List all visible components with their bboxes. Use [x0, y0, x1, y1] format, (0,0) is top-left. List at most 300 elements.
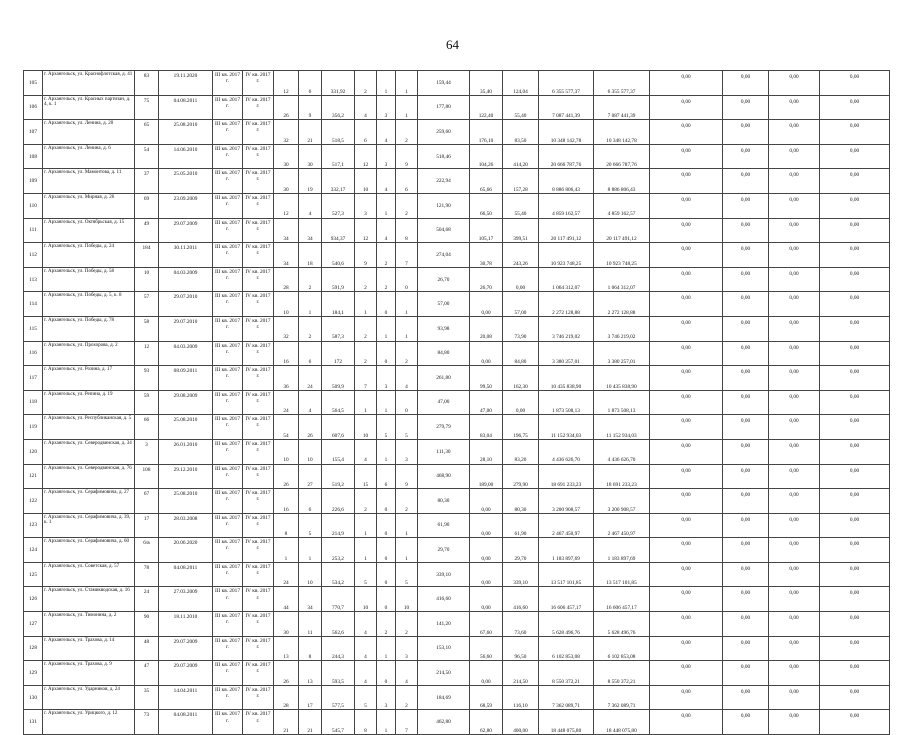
cell-address: г. Архангельск, ул. Трахова, д. 9 — [43, 661, 135, 686]
cell-zero-2: 0,00 — [723, 685, 769, 710]
cell-zero-1: 0,00 — [650, 243, 723, 268]
cell-zero-2: 0,00 — [723, 218, 769, 243]
cell-flats-count: 21 — [299, 120, 322, 145]
cell-units-private: 4 — [396, 661, 418, 686]
cell-units-private: 1 — [396, 292, 418, 317]
cell-total-area: 155,4 — [322, 439, 355, 464]
cell-units-municipal: 3 — [377, 366, 396, 391]
cell-area-municipal: 0,00 — [470, 341, 503, 366]
cell-zero-2: 0,00 — [723, 316, 769, 341]
cell-document-number: 35 — [135, 685, 159, 710]
cell-planned-end: IV кв. 2017 г. — [243, 120, 274, 145]
cell-document-number: 93 — [135, 366, 159, 391]
cell-relocation-area: 61,90 — [418, 513, 470, 538]
table-row — [24, 685, 890, 710]
cell-zero-3: 0,00 — [769, 415, 820, 440]
cell-zero-1: 0,00 — [650, 636, 723, 661]
cell-document-date: 04.03.2009 — [159, 341, 213, 366]
cell-total-area: 253,2 — [322, 538, 355, 563]
cell-planned-start: III кв. 2017 г. — [213, 366, 243, 391]
cell-zero-3: 0,00 — [769, 636, 820, 661]
cell-cost-fund: 20 666 787,76 — [594, 144, 650, 169]
cell-flats-count: 2 — [299, 316, 322, 341]
cell-units-count: 10 — [355, 415, 377, 440]
page-number: 64 — [446, 37, 459, 52]
cell-cost-total: 1 873 508,13 — [539, 390, 594, 415]
cell-relocation-area: 84,80 — [418, 341, 470, 366]
cell-zero-4: 0,00 — [820, 562, 890, 587]
cell-relocation-area: 47,00 — [418, 390, 470, 415]
table-row — [24, 243, 890, 268]
cell-flats-count: 19 — [299, 169, 322, 194]
cell-document-number: 49 — [135, 218, 159, 243]
cell-zero-3: 0,00 — [769, 169, 820, 194]
cell-zero-4: 0,00 — [820, 267, 890, 292]
cell-zero-1: 0,00 — [650, 193, 723, 218]
cell-zero-1: 0,00 — [650, 267, 723, 292]
cell-document-number: 48 — [135, 636, 159, 661]
cell-planned-start: III кв. 2017 г. — [213, 341, 243, 366]
cell-document-date: 29.07.2010 — [159, 292, 213, 317]
cell-area-private: 84,80 — [503, 341, 539, 366]
cell-units-municipal: 1 — [377, 71, 396, 96]
cell-planned-start: III кв. 2017 г. — [213, 661, 243, 686]
cell-relocation-area: 80,30 — [418, 489, 470, 514]
cell-units-count: 5 — [355, 685, 377, 710]
cell-units-count: 2 — [355, 71, 377, 96]
cell-cost-fund: 3 380 257,01 — [594, 341, 650, 366]
cell-cost-total: 13 517 101,85 — [539, 562, 594, 587]
cell-zero-3: 0,00 — [769, 390, 820, 415]
cell-cost-fund: 8 886 806,43 — [594, 169, 650, 194]
cell-row-number: 115 — [24, 316, 43, 341]
cell-planned-end: IV кв. 2017 г. — [243, 685, 274, 710]
cell-cost-total: 3 200 908,57 — [539, 489, 594, 514]
cell-document-number: 75 — [135, 95, 159, 120]
cell-relocation-area: 279,79 — [418, 415, 470, 440]
cell-planned-start: III кв. 2017 г. — [213, 169, 243, 194]
cell-address: г. Архангельск, ул. Серафимовича, д. 39, к. 1 — [43, 513, 135, 538]
cell-planned-end: IV кв. 2017 г. — [243, 243, 274, 268]
cell-zero-4: 0,00 — [820, 169, 890, 194]
cell-address: г. Архангельск, ул. Ударников, д. 24 — [43, 685, 135, 710]
cell-units-municipal: 4 — [377, 120, 396, 145]
cell-document-number: 59 — [135, 390, 159, 415]
cell-zero-4: 0,00 — [820, 415, 890, 440]
cell-cost-total: 4 859 162,57 — [539, 193, 594, 218]
cell-zero-2: 0,00 — [723, 464, 769, 489]
cell-zero-3: 0,00 — [769, 685, 820, 710]
cell-area-private: 0,00 — [503, 390, 539, 415]
cell-relocation-area: 518,46 — [418, 144, 470, 169]
cell-flats-count: 24 — [299, 366, 322, 391]
cell-residents-count: 54 — [274, 415, 299, 440]
cell-document-number: 47 — [135, 661, 159, 686]
cell-address: г. Архангельск, ул. Победы, д. 5, к. 8 — [43, 292, 135, 317]
cell-document-date: 28.03.2008 — [159, 513, 213, 538]
cell-area-private: 214,50 — [503, 661, 539, 686]
cell-area-municipal: 62,80 — [470, 710, 503, 735]
cell-zero-1: 0,00 — [650, 218, 723, 243]
cell-planned-end: IV кв. 2017 г. — [243, 489, 274, 514]
cell-row-number: 105 — [24, 71, 43, 96]
cell-relocation-area: 462,80 — [418, 710, 470, 735]
cell-relocation-area: 261,80 — [418, 366, 470, 391]
cell-residents-count: 8 — [274, 513, 299, 538]
cell-area-private: 400,00 — [503, 710, 539, 735]
cell-area-municipal: 67,60 — [470, 612, 503, 637]
cell-zero-3: 0,00 — [769, 464, 820, 489]
cell-residents-count: 26 — [274, 95, 299, 120]
cell-document-date: 29.07.2009 — [159, 636, 213, 661]
cell-units-municipal: 4 — [377, 169, 396, 194]
cell-row-number: 111 — [24, 218, 43, 243]
cell-zero-1: 0,00 — [650, 562, 723, 587]
cell-address: г. Архангельск, ул. Республиканская, д. 5 — [43, 415, 135, 440]
cell-planned-end: IV кв. 2017 г. — [243, 341, 274, 366]
cell-total-area: 591,9 — [322, 267, 355, 292]
cell-total-area: 331,92 — [322, 71, 355, 96]
cell-cost-fund: 2 467 450,97 — [594, 513, 650, 538]
cell-area-municipal: 56,60 — [470, 636, 503, 661]
cell-zero-3: 0,00 — [769, 267, 820, 292]
cell-address: г. Архангельск, ул. Победы, д. 78 — [43, 316, 135, 341]
cell-planned-end: IV кв. 2017 г. — [243, 71, 274, 96]
cell-row-number: 121 — [24, 464, 43, 489]
cell-address: г. Архангельск, ул. Северодвинская, д. 76 — [43, 464, 135, 489]
cell-address: г. Архангельск, ул. Советская, д. 57 — [43, 562, 135, 587]
cell-cost-fund: 1 183 897,69 — [594, 538, 650, 563]
cell-units-municipal: 6 — [377, 464, 396, 489]
cell-zero-4: 0,00 — [820, 587, 890, 612]
cell-units-private: 2 — [396, 193, 418, 218]
cell-area-private: 196,75 — [503, 415, 539, 440]
cell-units-count: 2 — [355, 489, 377, 514]
cell-units-count: 4 — [355, 661, 377, 686]
cell-zero-2: 0,00 — [723, 169, 769, 194]
cell-planned-end: IV кв. 2017 г. — [243, 636, 274, 661]
cell-row-number: 125 — [24, 562, 43, 587]
cell-total-area: 214,9 — [322, 513, 355, 538]
cell-planned-end: IV кв. 2017 г. — [243, 513, 274, 538]
cell-zero-1: 0,00 — [650, 587, 723, 612]
cell-planned-end: IV кв. 2017 г. — [243, 439, 274, 464]
cell-total-area: 226,6 — [322, 489, 355, 514]
cell-row-number: 119 — [24, 415, 43, 440]
cell-area-private: 0,00 — [503, 267, 539, 292]
cell-document-number: 69 — [135, 193, 159, 218]
cell-zero-4: 0,00 — [820, 218, 890, 243]
cell-row-number: 108 — [24, 144, 43, 169]
cell-zero-1: 0,00 — [650, 415, 723, 440]
cell-area-private: 243,26 — [503, 243, 539, 268]
cell-row-number: 112 — [24, 243, 43, 268]
cell-flats-count: 8 — [299, 636, 322, 661]
cell-units-municipal: 3 — [377, 95, 396, 120]
cell-cost-total: 20 117 491,12 — [539, 218, 594, 243]
cell-total-area: 577,5 — [322, 685, 355, 710]
cell-cost-fund: 1 064 312,07 — [594, 267, 650, 292]
cell-area-private: 83,50 — [503, 120, 539, 145]
cell-zero-2: 0,00 — [723, 120, 769, 145]
cell-units-municipal: 1 — [377, 439, 396, 464]
cell-units-municipal: 0 — [377, 341, 396, 366]
cell-flats-count: 11 — [299, 612, 322, 637]
cell-area-municipal: 35,40 — [470, 71, 503, 96]
table-row — [24, 415, 890, 440]
cell-units-count: 5 — [355, 562, 377, 587]
cell-cost-total: 6 355 577,37 — [539, 71, 594, 96]
cell-planned-start: III кв. 2017 г. — [213, 562, 243, 587]
cell-units-count: 10 — [355, 587, 377, 612]
cell-cost-total: 3 380 257,01 — [539, 341, 594, 366]
cell-address: г. Архангельск, ул. Тимонина, д. 2 — [43, 612, 135, 637]
cell-cost-fund: 10 435 838,90 — [594, 366, 650, 391]
cell-units-count: 9 — [355, 243, 377, 268]
cell-units-count: 1 — [355, 292, 377, 317]
cell-document-date: 30.11.2011 — [159, 243, 213, 268]
cell-relocation-area: 29,70 — [418, 538, 470, 563]
cell-units-private: 9 — [396, 464, 418, 489]
cell-row-number: 130 — [24, 685, 43, 710]
cell-units-count: 4 — [355, 612, 377, 637]
cell-residents-count: 13 — [274, 636, 299, 661]
cell-planned-start: III кв. 2017 г. — [213, 218, 243, 243]
cell-document-number: 17 — [135, 513, 159, 538]
cell-units-municipal: 1 — [377, 193, 396, 218]
cell-units-municipal: 3 — [377, 144, 396, 169]
cell-zero-4: 0,00 — [820, 661, 890, 686]
cell-planned-start: III кв. 2017 г. — [213, 587, 243, 612]
cell-row-number: 127 — [24, 612, 43, 637]
cell-planned-start: III кв. 2017 г. — [213, 95, 243, 120]
cell-units-private: 6 — [396, 169, 418, 194]
cell-document-date: 25.08.2010 — [159, 489, 213, 514]
cell-relocation-area: 259,60 — [418, 120, 470, 145]
cell-area-private: 73,90 — [503, 316, 539, 341]
cell-relocation-area: 111,30 — [418, 439, 470, 464]
cell-zero-1: 0,00 — [650, 144, 723, 169]
cell-address: г. Архангельск, ул. Северодвинская, д. 34 — [43, 439, 135, 464]
cell-zero-3: 0,00 — [769, 316, 820, 341]
cell-units-private: 7 — [396, 243, 418, 268]
cell-units-private: 1 — [396, 316, 418, 341]
cell-residents-count: 30 — [274, 612, 299, 637]
cell-zero-1: 0,00 — [650, 710, 723, 735]
cell-address: г. Архангельск, ул. Победы, д. 24 — [43, 243, 135, 268]
cell-address: г. Архангельск, ул. Урицкого, д. 12 — [43, 710, 135, 735]
cell-units-count: 3 — [355, 193, 377, 218]
cell-zero-3: 0,00 — [769, 95, 820, 120]
cell-total-area: 545,7 — [322, 710, 355, 735]
cell-cost-total: 16 606 457,17 — [539, 587, 594, 612]
cell-units-count: 7 — [355, 366, 377, 391]
cell-address: г. Архангельск, ул. Серафимовича, д. 27 — [43, 489, 135, 514]
cell-area-municipal: 122,40 — [470, 95, 503, 120]
cell-address: г. Архангельск, ул. Репина, д. 19 — [43, 390, 135, 415]
cell-total-area: 356,2 — [322, 95, 355, 120]
cell-planned-end: IV кв. 2017 г. — [243, 661, 274, 686]
cell-cost-total: 6 102 853,08 — [539, 636, 594, 661]
cell-total-area: 770,7 — [322, 587, 355, 612]
table-row — [24, 489, 890, 514]
cell-planned-start: III кв. 2017 г. — [213, 193, 243, 218]
table-row — [24, 390, 890, 415]
cell-residents-count: 24 — [274, 562, 299, 587]
cell-zero-2: 0,00 — [723, 710, 769, 735]
cell-document-number: 83 — [135, 71, 159, 96]
cell-units-private: 0 — [396, 267, 418, 292]
cell-zero-4: 0,00 — [820, 390, 890, 415]
cell-document-date: 19.11.2020 — [159, 71, 213, 96]
cell-row-number: 107 — [24, 120, 43, 145]
cell-cost-total: 1 064 312,07 — [539, 267, 594, 292]
cell-total-area: 518,5 — [322, 120, 355, 145]
cell-planned-start: III кв. 2017 г. — [213, 243, 243, 268]
cell-units-count: 4 — [355, 636, 377, 661]
cell-zero-3: 0,00 — [769, 366, 820, 391]
cell-relocation-area: 93,98 — [418, 316, 470, 341]
cell-cost-total: 10 348 142,78 — [539, 120, 594, 145]
cell-total-area: 519,2 — [322, 464, 355, 489]
cell-zero-3: 0,00 — [769, 439, 820, 464]
cell-area-municipal: 30,78 — [470, 243, 503, 268]
cell-zero-3: 0,00 — [769, 710, 820, 735]
cell-document-number: 73 — [135, 710, 159, 735]
cell-units-count: 2 — [355, 341, 377, 366]
table-row — [24, 464, 890, 489]
cell-cost-total: 8 886 806,43 — [539, 169, 594, 194]
cell-planned-start: III кв. 2017 г. — [213, 538, 243, 563]
cell-document-number: 37 — [135, 169, 159, 194]
cell-planned-start: III кв. 2017 г. — [213, 144, 243, 169]
cell-units-count: 1 — [355, 513, 377, 538]
cell-area-private: 73,60 — [503, 612, 539, 637]
cell-row-number: 124 — [24, 538, 43, 563]
cell-zero-1: 0,00 — [650, 390, 723, 415]
cell-zero-2: 0,00 — [723, 612, 769, 637]
cell-total-area: 534,2 — [322, 562, 355, 587]
cell-document-number: 65 — [135, 120, 159, 145]
cell-row-number: 113 — [24, 267, 43, 292]
cell-cost-total: 10 435 838,90 — [539, 366, 594, 391]
cell-total-area: 332,17 — [322, 169, 355, 194]
table-row — [24, 267, 890, 292]
cell-area-private: 339,10 — [503, 562, 539, 587]
cell-zero-1: 0,00 — [650, 513, 723, 538]
cell-cost-fund: 6 102 853,08 — [594, 636, 650, 661]
cell-flats-count: 4 — [299, 390, 322, 415]
cell-zero-3: 0,00 — [769, 144, 820, 169]
cell-planned-end: IV кв. 2017 г. — [243, 562, 274, 587]
cell-address: г. Архангельск, ул. Октябрьская, д. 15 — [43, 218, 135, 243]
cell-cost-fund: 20 117 491,12 — [594, 218, 650, 243]
cell-units-private: 10 — [396, 587, 418, 612]
cell-area-private: 416,60 — [503, 587, 539, 612]
cell-cost-fund: 7 087 441,39 — [594, 95, 650, 120]
cell-address: г. Архангельск, ул. Красных партизан, д. 4, к. 1 — [43, 95, 135, 120]
cell-zero-4: 0,00 — [820, 144, 890, 169]
cell-flats-count: 5 — [299, 513, 322, 538]
cell-residents-count: 30 — [274, 144, 299, 169]
cell-units-municipal: 2 — [377, 243, 396, 268]
cell-total-area: 184,1 — [322, 292, 355, 317]
cell-area-municipal: 105,17 — [470, 218, 503, 243]
cell-planned-end: IV кв. 2017 г. — [243, 218, 274, 243]
cell-cost-fund: 10 923 748,25 — [594, 243, 650, 268]
cell-total-area: 562,6 — [322, 612, 355, 637]
cell-units-municipal: 0 — [377, 292, 396, 317]
cell-area-private: 157,28 — [503, 169, 539, 194]
cell-document-date: 25.08.2010 — [159, 415, 213, 440]
cell-zero-4: 0,00 — [820, 341, 890, 366]
cell-zero-3: 0,00 — [769, 612, 820, 637]
cell-cost-fund: 18 691 233,23 — [594, 464, 650, 489]
cell-area-private: 61,90 — [503, 513, 539, 538]
cell-document-date: 27.03.2009 — [159, 587, 213, 612]
cell-address: г. Архангельск, ул. Мирная, д. 26 — [43, 193, 135, 218]
cell-zero-3: 0,00 — [769, 71, 820, 96]
cell-units-municipal: 3 — [377, 685, 396, 710]
cell-zero-4: 0,00 — [820, 193, 890, 218]
cell-zero-2: 0,00 — [723, 562, 769, 587]
cell-document-date: 29.07.2010 — [159, 316, 213, 341]
cell-zero-2: 0,00 — [723, 587, 769, 612]
cell-zero-2: 0,00 — [723, 513, 769, 538]
table-row — [24, 120, 890, 145]
cell-zero-1: 0,00 — [650, 120, 723, 145]
cell-units-count: 6 — [355, 120, 377, 145]
cell-zero-3: 0,00 — [769, 193, 820, 218]
cell-flats-count: 27 — [299, 464, 322, 489]
cell-planned-end: IV кв. 2017 г. — [243, 390, 274, 415]
cell-units-private: 2 — [396, 489, 418, 514]
cell-zero-2: 0,00 — [723, 243, 769, 268]
cell-total-area: 527,3 — [322, 193, 355, 218]
cell-cost-total: 7 087 441,39 — [539, 95, 594, 120]
cell-planned-end: IV кв. 2017 г. — [243, 316, 274, 341]
cell-planned-start: III кв. 2017 г. — [213, 267, 243, 292]
cell-flats-count: 4 — [299, 193, 322, 218]
cell-relocation-area: 468,90 — [418, 464, 470, 489]
cell-zero-4: 0,00 — [820, 464, 890, 489]
table-row — [24, 439, 890, 464]
cell-planned-start: III кв. 2017 г. — [213, 513, 243, 538]
cell-units-municipal: 5 — [377, 415, 396, 440]
cell-row-number: 122 — [24, 489, 43, 514]
cell-area-municipal: 0,00 — [470, 292, 503, 317]
cell-area-municipal: 28,10 — [470, 439, 503, 464]
cell-relocation-area: 141,20 — [418, 612, 470, 637]
cell-cost-fund: 3 200 908,57 — [594, 489, 650, 514]
cell-units-count: 10 — [355, 169, 377, 194]
cell-document-date: 29.08.2009 — [159, 390, 213, 415]
cell-address: г. Архангельск, ул. Победы, д. 58 — [43, 267, 135, 292]
cell-zero-3: 0,00 — [769, 218, 820, 243]
cell-cost-fund: 16 606 457,17 — [594, 587, 650, 612]
cell-planned-start: III кв. 2017 г. — [213, 489, 243, 514]
cell-units-municipal: 0 — [377, 538, 396, 563]
cell-units-count: 1 — [355, 538, 377, 563]
cell-flats-count: 21 — [299, 710, 322, 735]
cell-area-municipal: 0,00 — [470, 562, 503, 587]
housing-table — [23, 70, 890, 735]
cell-units-private: 7 — [396, 710, 418, 735]
cell-units-private: 2 — [396, 341, 418, 366]
cell-flats-count: 10 — [299, 439, 322, 464]
cell-zero-1: 0,00 — [650, 439, 723, 464]
cell-flats-count: 1 — [299, 538, 322, 563]
